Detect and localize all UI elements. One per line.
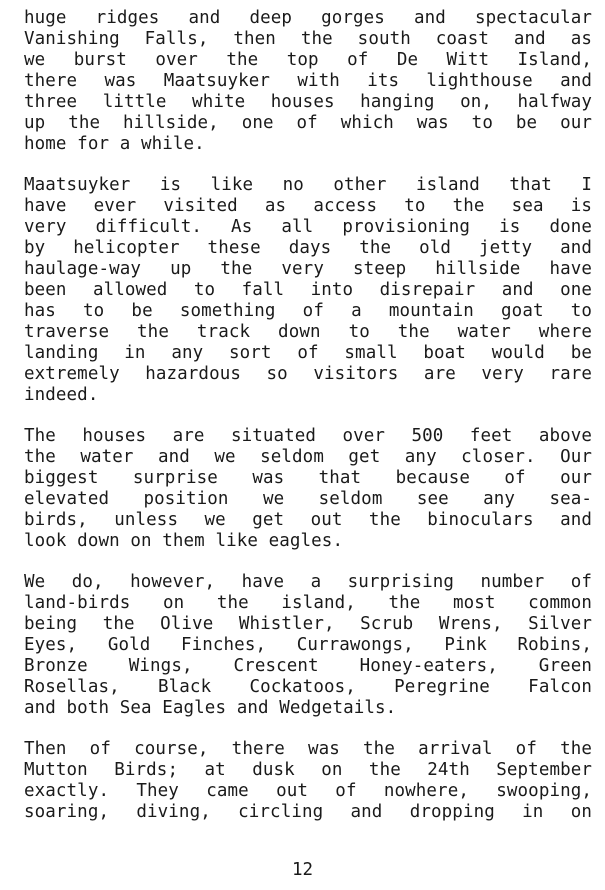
- text-line: by helicopter these days the old jetty and: [24, 238, 592, 258]
- text-line: soaring, diving, circling and dropping in on: [24, 802, 592, 822]
- text-line: biggest surprise was that because of our: [24, 468, 592, 488]
- paragraph-4: [24, 572, 592, 719]
- text-line: Vanishing Falls, then the south coast and as: [24, 29, 592, 49]
- text-line: the water and we seldom get any closer. Our: [24, 447, 592, 467]
- text-line: extremely hazardous so visitors are very rare: [24, 364, 592, 384]
- text-line: We do, however, have a surprising number of: [24, 572, 592, 592]
- text-line: birds, unless we get out the binoculars and: [24, 510, 592, 530]
- text-line: traverse the track down to the water where: [24, 322, 592, 342]
- text-line: Maatsuyker is like no other island that I: [24, 175, 592, 195]
- text-line: there was Maatsuyker with its lighthouse and: [24, 71, 592, 91]
- text-line: Rosellas, Black Cockatoos, Peregrine Falcon: [24, 677, 592, 697]
- text-line: look down on them like eagles.: [24, 531, 344, 551]
- text-line: Mutton Birds; at dusk on the 24th September: [24, 760, 592, 780]
- text-line: three little white houses hanging on, halfway: [24, 92, 592, 112]
- text-line: been allowed to fall into disrepair and one: [24, 280, 592, 300]
- text-line: up the hillside, one of which was to be our: [24, 113, 592, 133]
- text-line: Bronze Wings, Crescent Honey-eaters, Green: [24, 656, 592, 676]
- document-body: [24, 8, 592, 843]
- text-line: haulage-way up the very steep hillside have: [24, 259, 592, 279]
- text-line: have ever visited as access to the sea is: [24, 196, 592, 216]
- text-line: landing in any sort of small boat would be: [24, 343, 592, 363]
- text-line: exactly. They came out of nowhere, swooping,: [24, 781, 592, 801]
- text-line: indeed.: [24, 385, 99, 405]
- text-line: Then of course, there was the arrival of the: [24, 739, 592, 759]
- paragraph-2: [24, 175, 592, 406]
- paragraph-1: [24, 8, 592, 155]
- text-line: we burst over the top of De Witt Island,: [24, 50, 592, 70]
- paragraph-3: [24, 426, 592, 552]
- text-line: The houses are situated over 500 feet above: [24, 426, 592, 446]
- text-line: huge ridges and deep gorges and spectacular: [24, 8, 592, 28]
- page-number: 12: [291, 860, 314, 880]
- text-line: land-birds on the island, the most common: [24, 593, 592, 613]
- text-line: Eyes, Gold Finches, Currawongs, Pink Robins,: [24, 635, 592, 655]
- text-line: home for a while.: [24, 134, 205, 154]
- text-line: very difficult. As all provisioning is done: [24, 217, 592, 237]
- text-line: and both Sea Eagles and Wedgetails.: [24, 698, 397, 718]
- paragraph-5: [24, 739, 592, 823]
- text-line: being the Olive Whistler, Scrub Wrens, Silver: [24, 614, 592, 634]
- text-line: elevated position we seldom see any sea-: [24, 489, 592, 509]
- text-line: has to be something of a mountain goat to: [24, 301, 592, 321]
